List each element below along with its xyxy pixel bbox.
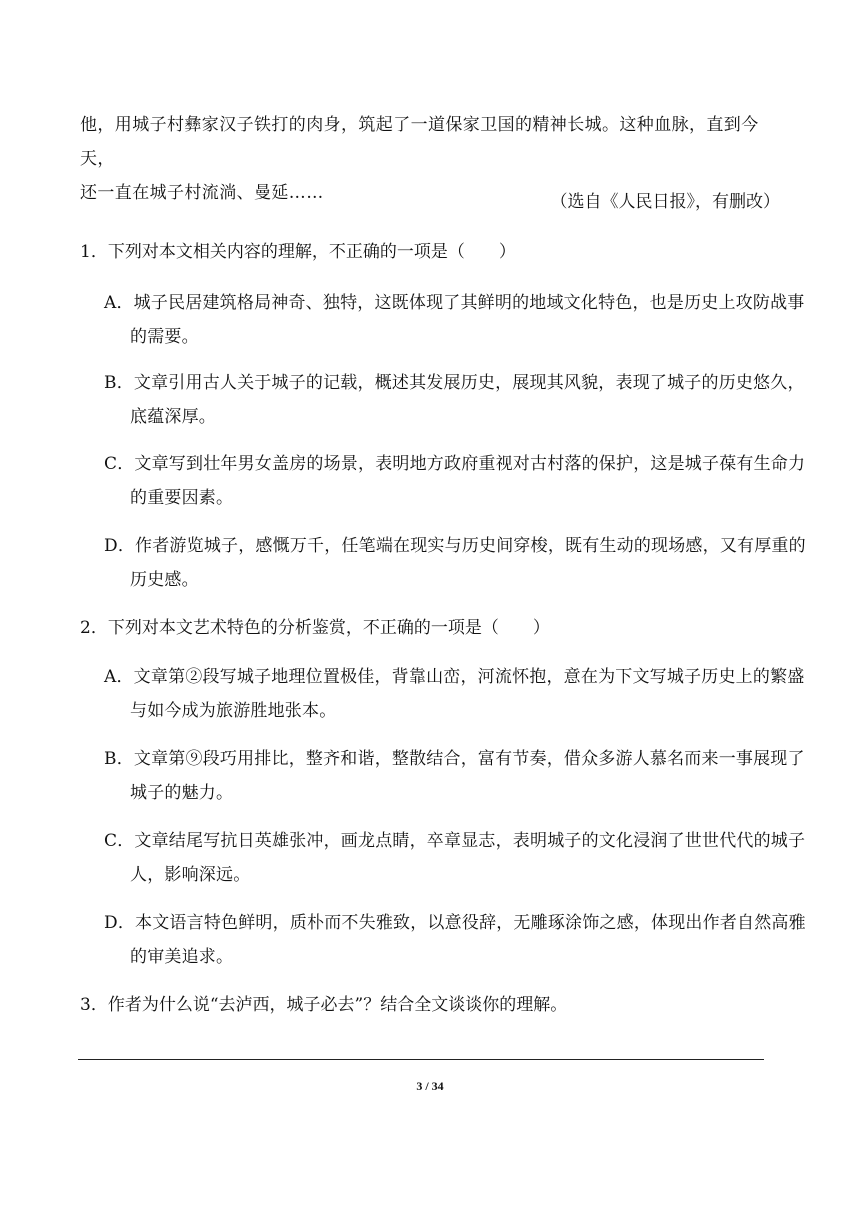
footer-divider [78,1059,764,1060]
question-1-option-c: C．文章写到壮年男女盖房的场景，表明地方政府重视对古村落的保护，这是城子葆有生命力的重要因素。 [104,454,806,508]
question-2-option-d: D．本文语言特色鲜明，质朴而不失雅致，以意役辞，无雕琢涂饰之感，体现出作者自然高雅的审美追求。 [104,913,806,967]
question-2-stem: 2．下列对本文艺术特色的分析鉴赏，不正确的一项是（ ） [80,618,550,638]
question-2-option-a: A．文章第②段写城子地理位置极佳，背靠山峦，河流怀抱，意在为下文写城子历史上的繁盛与如今成为旅游胜地张本。 [104,667,805,721]
page-number: 3 / 34 [416,1079,444,1093]
question-1-option-b: B．文章引用古人关于城子的记载，概述其发展历史，展现其风貌，表现了城子的历史悠久，底蕴深厚。 [104,373,805,427]
question-1-option-d: D．作者游览城子，感慨万千，任笔端在现实与历史间穿梭，既有生动的现场感，又有厚重的历史感。 [104,536,806,590]
passage-line: 他，用城子村彝家汉子铁打的肉身，筑起了一道保家卫国的精神长城。这种血脉，直到今天， [80,115,759,169]
source-citation: （选自《人民日报》，有删改） [550,192,780,212]
question-1-stem: 1．下列对本文相关内容的理解，不正确的一项是（ ） [80,242,516,262]
question-3-stem: 3．作者为什么说“去泸西，城子必去”？结合全文谈谈你的理解。 [80,995,568,1015]
question-2-option-b: B．文章第⑨段巧用排比，整齐和谐，整散结合，富有节奏，借众多游人慕名而来一事展现了城子的魅力。 [104,749,805,803]
question-1-option-a: A．城子民居建筑格局神奇、独特，这既体现了其鲜明的地域文化特色，也是历史上攻防战事的需要。 [104,293,805,347]
question-2-option-c: C．文章结尾写抗日英雄张冲，画龙点睛，卒章显志，表明城子的文化浸润了世世代代的城子人，影响深远。 [104,831,806,885]
passage-line: 还一直在城子村流淌、曼延…… [80,183,324,203]
